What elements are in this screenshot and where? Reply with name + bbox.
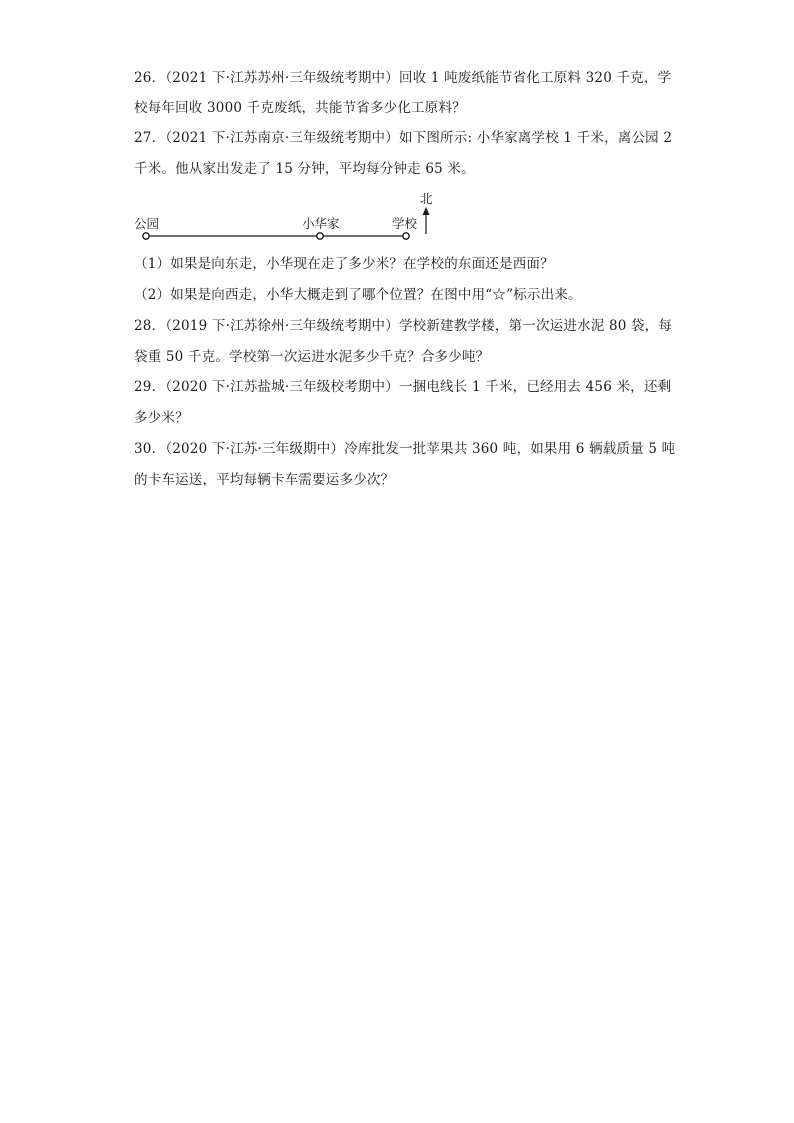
question-28-line-1: 28．（2019 下·江苏徐州·三年级统考期中）学校新建教学楼，第一次运进水泥 80 袋，每 <box>134 318 673 334</box>
home-label: 小华家 <box>302 216 340 231</box>
north-label: 北 <box>420 191 433 206</box>
question-30-line-1: 30．（2020 下·江苏·三年级期中）冷库批发一批苹果共 360 吨，如果用 6 辆载质量 5 吨 <box>134 441 676 457</box>
question-29-line-2: 多少米？ <box>134 410 189 426</box>
question-27-line-1: 27．（2021 下·江苏南京·三年级统考期中）如下图所示: 小华家离学校 1 千米，离公园 2 <box>134 130 673 146</box>
school-point <box>403 233 409 239</box>
route-diagram <box>130 190 440 244</box>
park-point <box>143 233 149 239</box>
question-28-line-2: 袋重 50 千克。学校第一次运进水泥多少千克？合多少吨？ <box>134 349 490 365</box>
home-point <box>317 233 323 239</box>
north-arrow-icon <box>423 207 430 234</box>
school-label: 学校 <box>392 216 418 231</box>
question-26-line-1: 26．（2021 下·江苏苏州·三年级统考期中）回收 1 吨废纸能节省化工原料 320 千克，学 <box>134 70 672 86</box>
question-29-line-1: 29．（2020 下·江苏盐城·三年级校考期中）一捆电线长 1 千米，已经用去 456 米，还剩 <box>134 379 672 395</box>
question-30-line-2: 的卡车运送，平均每辆卡车需要运多少次？ <box>134 472 395 488</box>
question-26-line-2: 校每年回收 3000 千克废纸，共能节省多少化工原料？ <box>134 100 466 116</box>
question-27-line-2: 千米。他从家出发走了 15 分钟，平均每分钟走 65 米。 <box>134 161 475 177</box>
park-label: 公园 <box>134 216 160 231</box>
question-27-sub-2: （2）如果是向西走，小华大概走到了哪个位置？在图中用“☆”标示出来。 <box>134 287 582 303</box>
question-27-sub-1: （1）如果是向东走，小华现在走了多少米？在学校的东面还是西面？ <box>134 256 554 272</box>
